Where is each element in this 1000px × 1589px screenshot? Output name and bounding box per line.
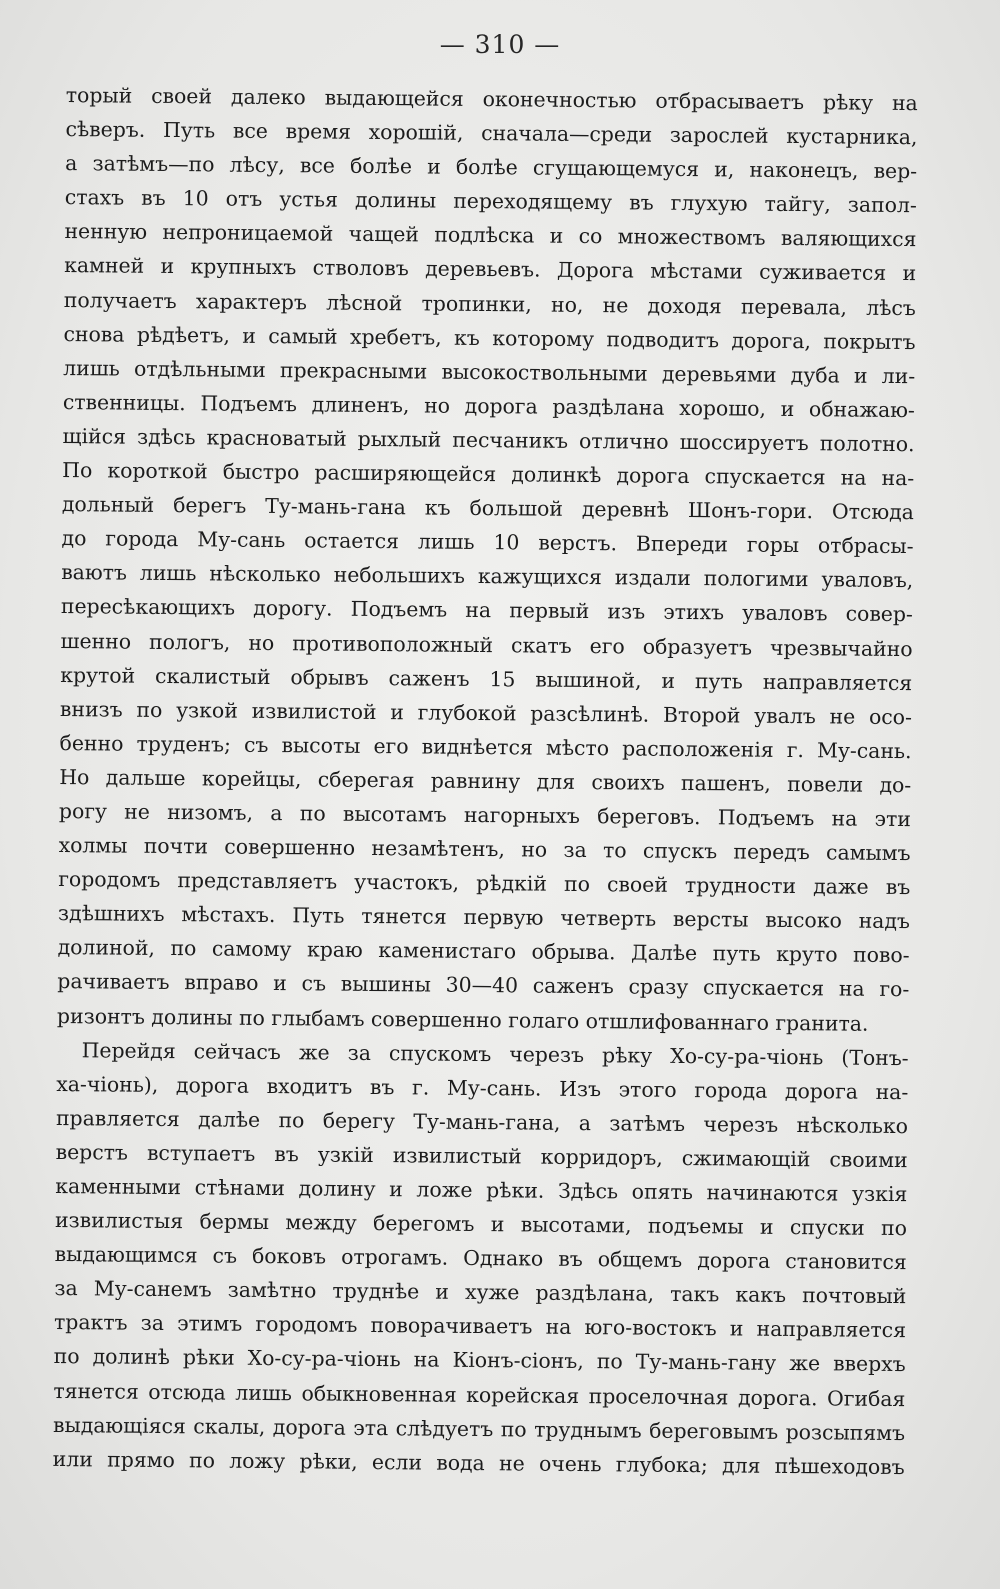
text-line: снова рѣдѣетъ, и самый хребетъ, къ которому подводитъ дорога, покрытъ bbox=[63, 321, 916, 354]
text-line: камней и крупныхъ стволовъ деревьевъ. Дорога мѣстами суживается и bbox=[64, 253, 917, 286]
text-line: верстъ вступаетъ въ узкій извилистый корридоръ, сжимающій своими bbox=[55, 1139, 908, 1173]
text-line: лишь отдѣльными прекрасными высокоствольными деревьями дуба и ли- bbox=[63, 355, 916, 388]
text-line: или прямо по ложу рѣки, если вода не очень глубока; для пѣшеходовъ bbox=[52, 1446, 905, 1479]
text-line: а затѣмъ—по лѣсу, все болѣе и болѣе сгущающемуся и, наконецъ, вер- bbox=[65, 151, 918, 184]
text-line: выдающіяся скалы, дорога эта слѣдуетъ по труднымъ береговымъ розсыпямъ bbox=[52, 1412, 906, 1445]
text-line: Но дальше корейцы, сберегая равнину для своихъ пашенъ, повели до- bbox=[59, 764, 912, 798]
text-line: ненную непроницаемой чащей подлѣска и со множествомъ валяющихся bbox=[64, 219, 917, 252]
text-line: торый своей далеко выдающейся оконечностью отбрасываетъ рѣку на bbox=[65, 82, 918, 116]
text-line: рогу не низомъ, а по высотамъ нагорныхъ береговъ. Подъемъ на эти bbox=[58, 798, 912, 832]
text-line: извилистыя бермы между берегомъ и высотами, подъемы и спуски по bbox=[54, 1208, 908, 1241]
text-line: холмы почти совершенно незамѣтенъ, но за то спускъ передъ самымъ bbox=[58, 833, 911, 866]
text-line: каменными стѣнами долину и ложе рѣки. Здѣсь опять начинаются узкія bbox=[55, 1173, 908, 1207]
text-line: здѣшнихъ мѣстахъ. Путь тянется первую четверть версты высоко надъ bbox=[57, 901, 911, 934]
text-line: правляется далѣе по берегу Ту-мань-гана, а затѣмъ черезъ нѣсколько bbox=[55, 1105, 909, 1138]
text-line: пересѣкающихъ дорогу. Подъемъ на первый изъ этихъ уваловъ совер- bbox=[60, 594, 914, 627]
page-number: — 310 — bbox=[439, 30, 561, 59]
text-line: щійся здѣсь красноватый рыхлый песчаникъ отлично шоссируетъ полотно. bbox=[62, 423, 915, 457]
text-line: за Му-санемъ замѣтно труднѣе и хуже раздѣлана, такъ какъ почтовый bbox=[54, 1276, 907, 1309]
text-line: выдающимся съ боковъ отрогамъ. Однако въ общемъ дорога становится bbox=[54, 1242, 907, 1275]
text-line: По короткой быстро расширяющейся долинкѣ дорога спускается на на- bbox=[62, 458, 915, 491]
text-line: тянется отсюда лишь обыкновенная корейская проселочная дорога. Огибая bbox=[53, 1378, 906, 1411]
text-line: долиной, по самому краю каменистаго обрыва. Далѣе путь круто пово- bbox=[57, 935, 910, 968]
text-line: ха-чіонь), дорога входитъ въ г. Му-сань. Изъ этого города дорога на- bbox=[56, 1071, 909, 1104]
text-line: бенно труденъ; съ высоты его виднѣется мѣсто расположенія г. Му-сань. bbox=[59, 730, 912, 763]
text-line: ственницы. Подъемъ длиненъ, но дорога раздѣлана хорошо, и обнажаю- bbox=[62, 389, 915, 423]
text-line: дольный берегъ Ту-мань-гана къ большой деревнѣ Шонъ-гори. Отсюда bbox=[61, 492, 914, 525]
text-line: внизъ по узкой извилистой и глубокой разсѣлинѣ. Второй увалъ не осо- bbox=[59, 696, 913, 729]
text-line: шенно пологъ, но противоположный скатъ его образуетъ чрезвычайно bbox=[60, 628, 913, 661]
text-line: Перейдя сейчасъ же за спускомъ черезъ рѣку Хо-су-ра-чіонь (Тонъ- bbox=[81, 1037, 909, 1070]
text-line: ваютъ лишь нѣсколько небольшихъ кажущихся издали пологими уваловъ, bbox=[61, 560, 914, 593]
text-line: трактъ за этимъ городомъ поворачиваетъ на юго-востокъ и направляется bbox=[53, 1310, 907, 1343]
text-line: сѣверъ. Путь все время хорошій, сначала—среди зарослей кустарника, bbox=[65, 117, 918, 150]
text-line: до города Му-сань остается лишь 10 верстъ. Впереди горы отбрасы- bbox=[61, 526, 914, 559]
text-line: получаетъ характеръ лѣсной тропинки, но, не доходя перевала, лѣсъ bbox=[63, 287, 916, 320]
body-text bbox=[53, 78, 918, 1484]
text-line: ризонтъ долины по глыбамъ совершенно голаго отшлифованнаго гранита. bbox=[56, 1003, 869, 1036]
text-line: крутой скалистый обрывъ саженъ 15 вышиной, и путь направляется bbox=[60, 662, 913, 695]
text-line: рачиваетъ вправо и съ вышины 30—40 саженъ сразу спускается на го- bbox=[57, 969, 910, 1002]
text-line: стахъ въ 10 отъ устья долины переходящему въ глухую тайгу, запол- bbox=[64, 185, 917, 218]
text-line: городомъ представляетъ участокъ, рѣдкій по своей трудности даже въ bbox=[58, 867, 911, 900]
text-line: по долинѣ рѣки Хо-су-ра-чіонь на Кіонъ-сіонъ, по Ту-мань-гану же вверхъ bbox=[53, 1344, 906, 1377]
